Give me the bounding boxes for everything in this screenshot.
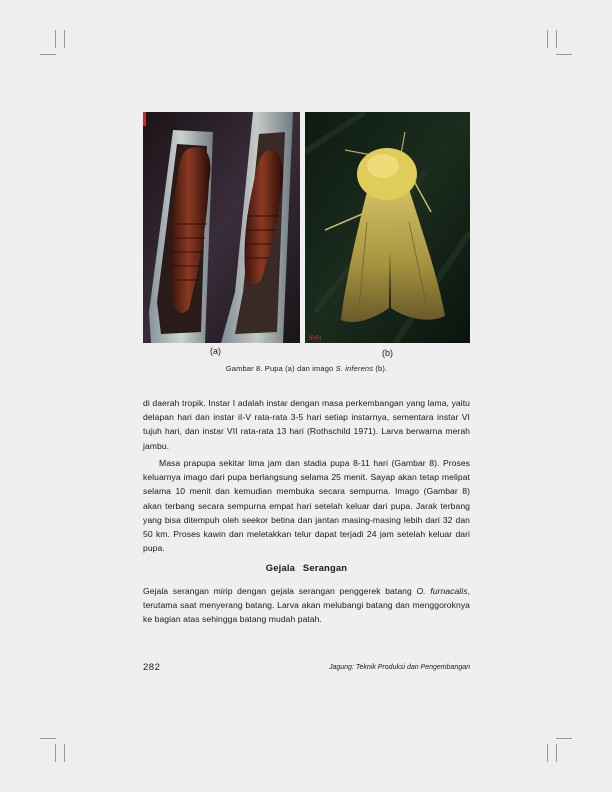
irri-watermark: IRRI bbox=[309, 336, 321, 342]
moth-photo bbox=[305, 112, 470, 343]
body-paragraph-2: Masa prapupa sekitar lima jam dan stadia pupa 8-11 hari (Gambar 8). Proses keluarnya imago dari pupa berlangsung selama 25 menit. Sayap akan tetap melipat selama 10 menit dan kemudian membuka secara sempurna. Imago (Gambar 8) akan terbang secara sempurna empat hari setelah keluar dari pupa. Jarak terbang yang bisa ditempuh oleh seekor betina dan jantan masing-masing lebih dari 32 dan 50 km. Proses kawin dan meletakkan telur dapat terjadi 24 jam setelah keluar dari pupa. bbox=[143, 458, 470, 554]
body-paragraph-1: di daerah tropik. Instar I adalah instar dengan masa perkembangan yang lama, yaitu delapan hari dan instar iI-V rata-rata 3-5 hari setiap instarnya, sementara instar VI tujuh hari, dan instar VII rata-rata 13 hari (Rothschild 1971). Larva berwarna merah jambu. bbox=[143, 398, 470, 451]
section-heading: Gejala Serangan bbox=[265, 562, 348, 573]
figure-label-b: (b) bbox=[382, 348, 393, 358]
running-title: Jagung: Teknik Produksi dan Pengembangan bbox=[328, 664, 470, 671]
body-paragraph-3: Gejala serangan mirip dengan gejala serangan penggerek batang O. furnacalis, terutama saat menyerang batang. Larva akan melubangi batang dan menggoroknya ke bagian atas sehingga batang mudah patah. bbox=[143, 586, 471, 625]
figure-caption: Gambar 8. Pupa (a) dan imago S. inferens (b). bbox=[225, 364, 388, 373]
page-number: 282 bbox=[143, 662, 161, 673]
figure-label-a: (a) bbox=[210, 346, 221, 356]
pupa-in-stem-photo bbox=[143, 112, 300, 343]
